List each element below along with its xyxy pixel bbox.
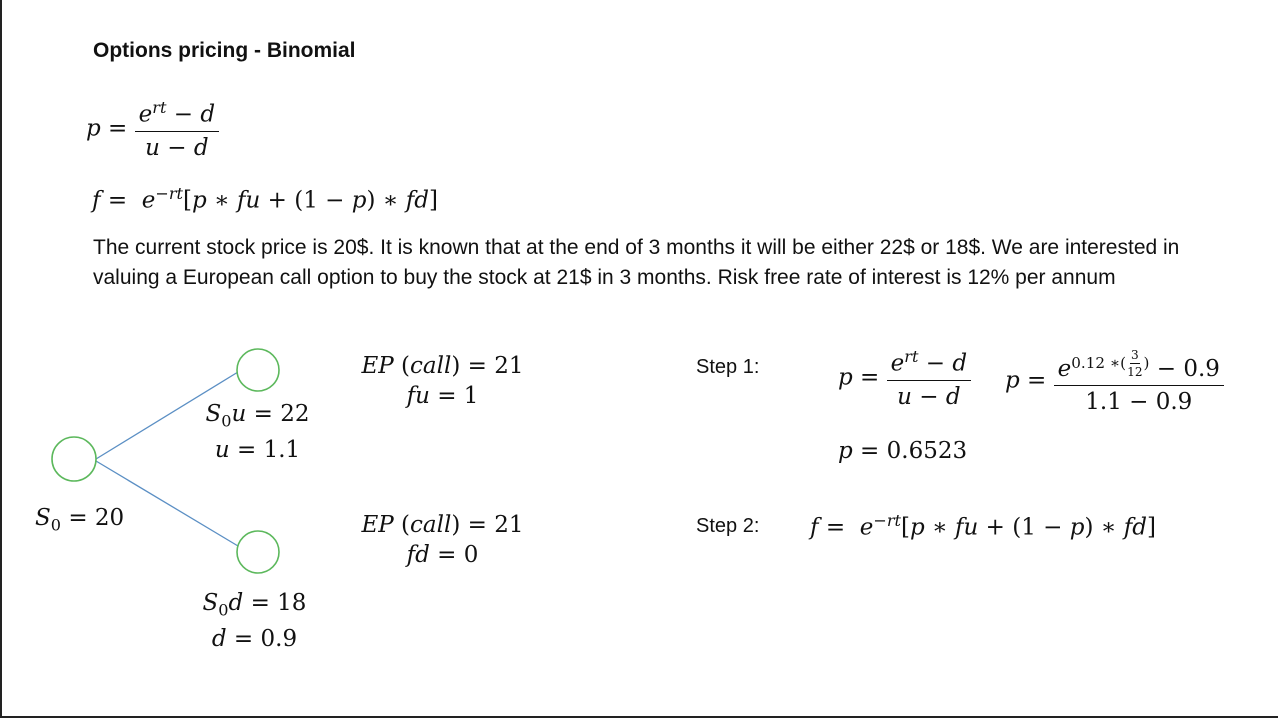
step2-f-formula: $f = e^{-rt}[p$ ∗ fu + (1 − p) ∗ fd] bbox=[810, 511, 1156, 541]
up-payoff: EP (call) = 21 fu = 1 bbox=[361, 353, 524, 409]
slide-title: Options pricing - Binomial bbox=[93, 39, 356, 62]
step1-substituted-formula: p = $e^{0.12 ∗( \frac{3}{12} )} - 0.9$ 1.1 − 0.9 bbox=[1005, 348, 1224, 415]
step2-label: Step 2: bbox=[696, 515, 760, 537]
step1-label: Step 1: bbox=[696, 356, 760, 378]
problem-statement: The current stock price is 20$. It is known that at the end of 3 months it will be either 22$ or 18$. We are interested in valuing a European call option to buy the stock at 21$ in 3 months. Risk free rate of interest is 12% per annum bbox=[93, 236, 1180, 289]
up-node bbox=[237, 349, 279, 391]
down-node-label: $S_0d = 18$ d = 0.9 bbox=[202, 590, 307, 652]
step1-p-formula: p = $\frac{e^{rt} - d}{u - d}$ bbox=[838, 347, 971, 410]
down-payoff: EP (call) = 21 fd = 0 bbox=[361, 512, 524, 568]
down-node bbox=[237, 531, 279, 573]
step1-p-value: p = 0.6523 bbox=[838, 438, 968, 464]
root-node bbox=[52, 437, 96, 481]
root-label: $S_0 = 20$ bbox=[35, 505, 125, 535]
p-formula: p = $\frac{e^{rt} - d}{u - d}$ bbox=[86, 98, 219, 161]
up-node-label: $S_0u = 22$ u = 1.1 bbox=[205, 401, 310, 463]
f-formula: $f = e^{-rt}[p$ ∗ fu + (1 − p) ∗ fd] bbox=[92, 184, 438, 214]
